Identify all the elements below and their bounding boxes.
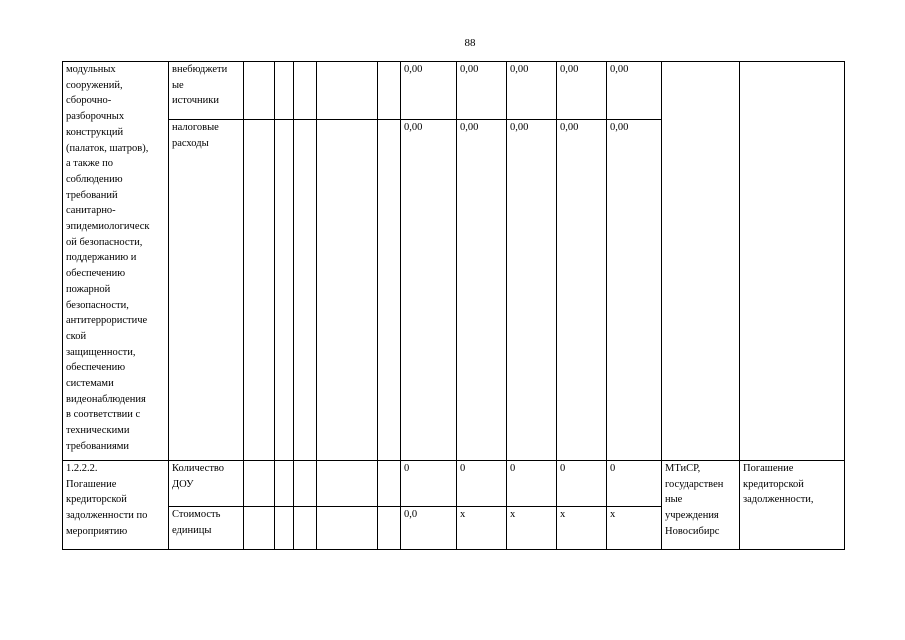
row-description [66,62,150,455]
funding-source [172,62,227,109]
table-rule-vertical [739,61,740,550]
row-description-line: ой безопасности, [66,236,143,248]
row-description-line: конструкций [66,126,124,138]
executor-line: Новосибирс [665,525,720,537]
table-rule-vertical [243,61,244,550]
value-cell [510,507,515,523]
row-description-line: а также по [66,158,114,170]
indicator-name-line: Количество [172,463,225,474]
value-cell-line: 0,00 [510,64,529,75]
table-rule-vertical [661,61,662,550]
indicator-name [172,461,224,492]
row-description-line: безопасности, [66,299,129,311]
row-description-line: защищенности, [66,346,136,358]
funding-source-line: источники [172,95,219,107]
row-description-line: требованиями [66,440,130,452]
table-rule-vertical [844,61,845,550]
row-description-line: обеспечению [66,362,126,374]
value-cell [560,507,565,523]
row-description-line: сборочно- [66,95,112,107]
value-cell [460,120,478,136]
row-description [66,461,147,540]
table-rule-vertical [168,61,169,550]
value-cell-line: 0 [404,463,410,474]
row-description-line: антитеррористиче [66,315,148,327]
value-cell-line: х [610,509,616,520]
value-cell [560,461,565,477]
value-cell-line: 0,00 [460,122,479,133]
value-cell [510,120,528,136]
row-description-line: 1.2.2.2. [66,463,98,474]
executor-line: ные [665,494,683,506]
value-cell [460,461,465,477]
value-cell [404,507,417,523]
row-description-line: системами [66,378,114,390]
value-cell [510,62,528,78]
row-description-line: сооружений, [66,79,123,91]
value-cell-line: 0,00 [510,122,529,133]
row-description-line: разборочных [66,111,125,123]
row-description-line: эпидемиологическ [66,221,150,233]
table-rule-vertical [62,61,63,550]
value-cell [460,62,478,78]
table-rule-vertical [506,61,507,550]
indicator-name [172,507,220,538]
funding-source-line: расходы [172,137,209,149]
value-cell-line: 0 [510,463,516,474]
value-cell [404,120,422,136]
table-rule-vertical [456,61,457,550]
executor [665,461,723,540]
row-description-line: соблюдению [66,173,123,185]
row-description-line: в соответствии с [66,409,141,421]
row-description-line: пожарной [66,283,111,295]
row-description-line: ской [66,330,87,342]
row-description-line: (палаток, шатров), [66,142,149,154]
table-rule-vertical [400,61,401,550]
value-cell-line: 0,00 [610,122,629,133]
row-description-line: обеспечению [66,268,126,280]
table-rule-vertical [316,61,317,550]
funding-source-line: внебюджети [172,64,228,75]
value-cell [404,461,409,477]
indicator-name-line: Стоимость [172,509,221,520]
value-cell-line: 0,00 [560,64,579,75]
row-description-line: модульных [66,64,116,75]
expected-result-line: Погашение [743,463,794,474]
value-cell [460,507,465,523]
value-cell-line: 0 [460,463,466,474]
row-description-line: мероприятию [66,525,128,537]
value-cell [510,461,515,477]
table-rule-vertical [556,61,557,550]
value-cell-line: 0,00 [560,122,579,133]
table-rule-horizontal [62,549,845,550]
page-number: 88 [464,37,476,49]
row-description-line: Погашение [66,478,117,490]
indicator-name-line: единицы [172,524,212,536]
row-description-line: кредиторской [66,494,127,506]
expected-result-line: задолженности, [743,494,814,506]
row-description-line: требований [66,189,118,201]
indicator-name-line: ДОУ [172,478,194,490]
table-rule-vertical [377,61,378,550]
funding-source-line: налоговые [172,122,219,133]
row-description-line: поддержанию и [66,252,137,264]
funding-source-line: ые [172,79,184,91]
value-cell-line: х [560,509,566,520]
table-rule-vertical [274,61,275,550]
value-cell [404,62,422,78]
table-rule-vertical [293,61,294,550]
value-cell-line: х [510,509,516,520]
expected-result-line: кредиторской [743,478,804,490]
executor-line: МТиСР, [665,463,701,474]
value-cell-line: 0,00 [404,64,423,75]
executor-line: учреждения [665,510,719,522]
executor-line: государствен [665,478,724,490]
value-cell-line: х [460,509,466,520]
value-cell [610,62,628,78]
value-cell-line: 0,00 [404,122,423,133]
value-cell-line: 0,00 [460,64,479,75]
value-cell-line: 0,0 [404,509,418,520]
value-cell [560,62,578,78]
value-cell [610,507,615,523]
expected-result [743,461,814,508]
value-cell-line: 0,00 [610,64,629,75]
row-description-line: видеонаблюдения [66,393,146,405]
value-cell-line: 0 [560,463,566,474]
table-rule-vertical [606,61,607,550]
row-description-line: задолженности по [66,510,148,522]
value-cell-line: 0 [610,463,616,474]
row-description-line: техническими [66,425,130,437]
row-description-line: санитарно- [66,205,116,217]
value-cell [610,461,615,477]
value-cell [610,120,628,136]
funding-source [172,120,219,151]
value-cell [560,120,578,136]
